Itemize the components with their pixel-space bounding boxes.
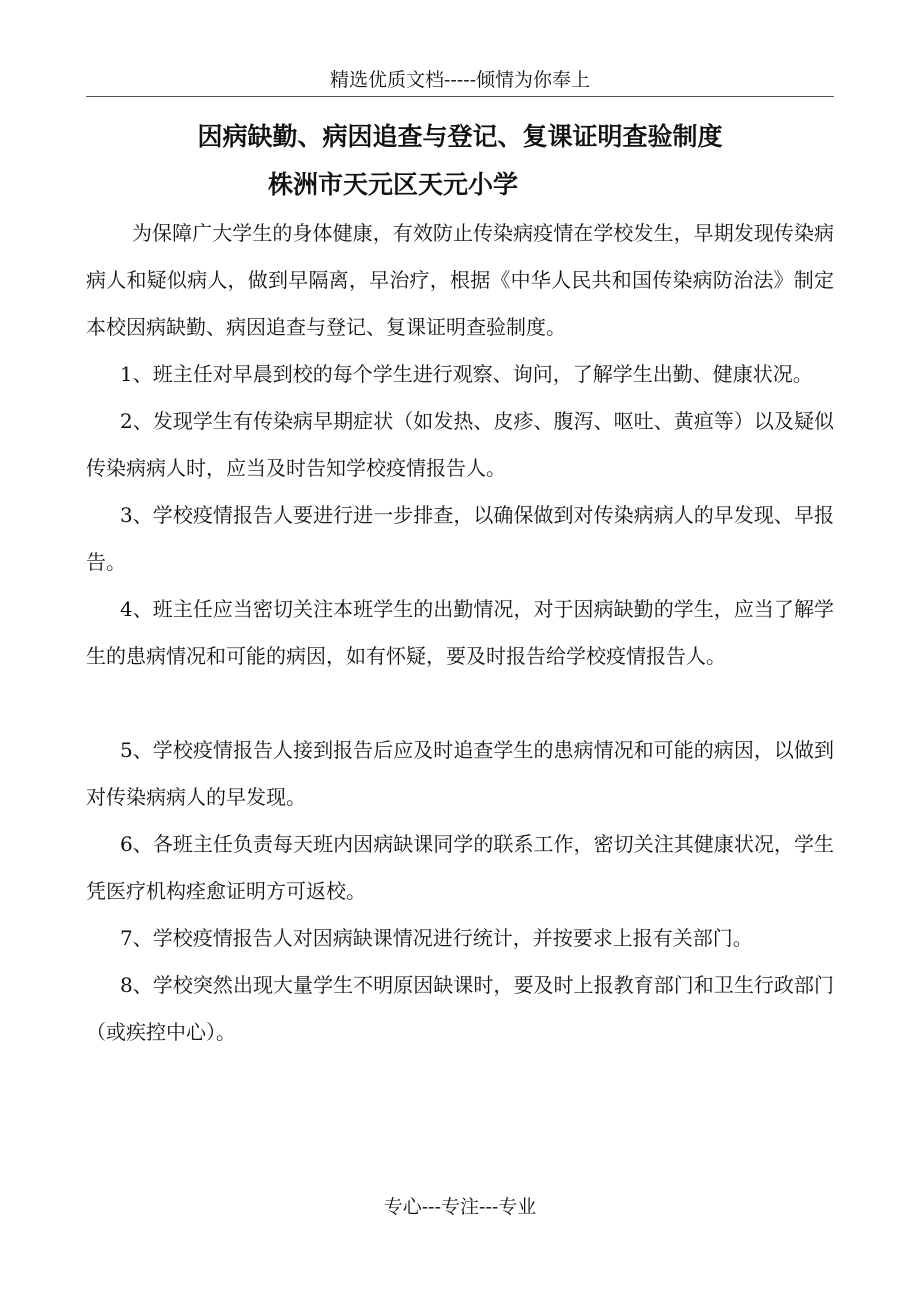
rule-item-1: 1、班主任对早晨到校的每个学生进行观察、询问，了解学生出勤、健康状况。 [120, 362, 813, 386]
intro-paragraph: 为保障广大学生的身体健康，有效防止传染病疫情在学校发生，早期发现传染病病人和疑似病人，做到早隔离，早治疗，根据《中华人民共和国传染病防治法》制定本校因病缺勤、病因追查与登记、复课证明查验制度。 [86, 221, 834, 339]
rule-item-4: 4、班主任应当密切关注本班学生的出勤情况，对于因病缺勤的学生，应当了解学生的患病情况和可能的病因，如有怀疑，要及时报告给学校疫情报告人。 [86, 597, 834, 668]
page-footer: 专心---专注---专业 [383, 1196, 537, 1218]
rule-item-5: 5、学校疫情报告人接到报告后应及时追查学生的患病情况和可能的病因，以做到对传染病病人的早发现。 [86, 738, 834, 809]
document-subtitle: 株洲市天元区天元小学 [268, 170, 519, 199]
rule-item-7: 7、学校疫情报告人对因病缺课情况进行统计，并按要求上报有关部门。 [120, 926, 753, 950]
rule-item-6: 6、各班主任负责每天班内因病缺课同学的联系工作，密切关注其健康状况，学生凭医疗机构痊愈证明方可返校。 [86, 832, 834, 903]
blank-line [86, 680, 834, 727]
rule-item-8: 8、学校突然出现大量学生不明原因缺课时，要及时上报教育部门和卫生行政部门（或疾控中心）。 [86, 973, 834, 1044]
page-header: 精选优质文档-----倾情为你奉上 [86, 66, 834, 97]
rule-item-2: 2、发现学生有传染病早期症状（如发热、皮疹、腹泻、呕吐、黄疸等）以及疑似传染病病人时，应当及时告知学校疫情报告人。 [86, 409, 834, 480]
document-title: 因病缺勤、病因追查与登记、复课证明查验制度 [197, 122, 723, 151]
rule-item-3: 3、学校疫情报告人要进行进一步排查，以确保做到对传染病病人的早发现、早报告。 [86, 503, 834, 574]
document-body [86, 210, 834, 1056]
